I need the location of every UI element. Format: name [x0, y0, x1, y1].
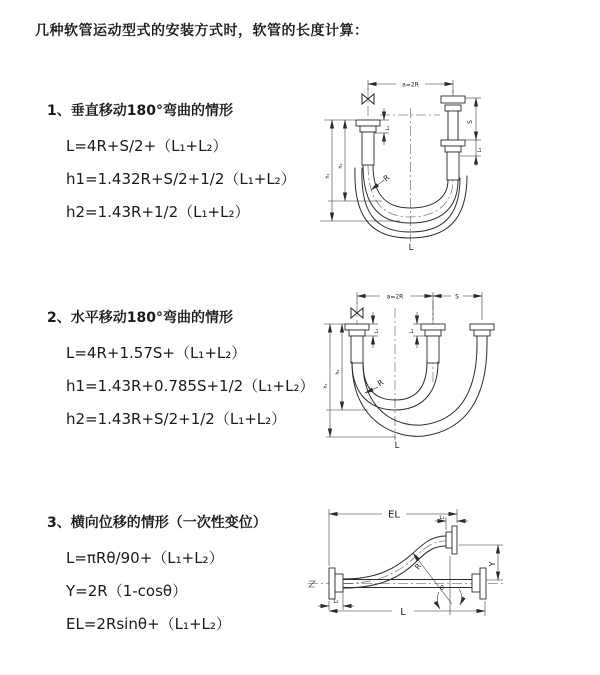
section-lateral-displacement: [47, 512, 267, 641]
formula-line: h2=1.43R+S/2+1/2（L₁+L₂）: [66, 410, 287, 428]
dim-label-l1: L₁: [374, 328, 380, 334]
dim-label-h1: h₁: [325, 173, 331, 179]
dim-label-l2: L₂: [333, 599, 339, 605]
angle-arc: [437, 592, 440, 609]
formula-list: [66, 542, 267, 641]
dim-label-l1: L₁: [385, 125, 391, 131]
dim-el: [329, 509, 457, 566]
radius-label: R: [381, 172, 392, 184]
dim-a2r: [368, 80, 453, 94]
right-fitting: [472, 568, 486, 599]
dim-h1: [320, 120, 400, 221]
dim-label-l2: L₂: [409, 328, 415, 334]
dim-label-s: S: [467, 120, 474, 124]
diagram-vertical-180-bend: [310, 70, 600, 268]
left-fitting: [345, 324, 369, 363]
radius-label: R: [412, 561, 424, 572]
section-vertical-180: [47, 100, 296, 229]
formula-line: Y=2R（1-cosθ）: [66, 582, 188, 600]
formula-line: L=πRθ/90+（L₁+L₂）: [66, 549, 224, 567]
section-heading: 1、垂直移动180°弯曲的情形: [47, 103, 233, 119]
formula-list: [66, 130, 296, 229]
dim-label-l1: L₁: [439, 515, 445, 521]
right-fitting: [441, 96, 465, 180]
formula-line: EL=2Rsinθ+（L₁+L₂）: [66, 615, 231, 633]
formula-list: [66, 337, 315, 436]
angle-label: θ: [440, 585, 444, 592]
dim-label-h2: h₂: [335, 369, 341, 375]
radius-label: R: [375, 377, 386, 389]
left-fitting: [329, 568, 343, 599]
formula-line: h1=1.432R+S/2+1/2（L₁+L₂）: [66, 170, 296, 188]
formula-line: L=4R+1.57S+（L₁+L₂）: [66, 344, 247, 362]
page-title: 几种软管运动型式的安装方式时，软管的长度计算：: [35, 23, 369, 39]
dim-label-h1: h₁: [323, 383, 329, 389]
diagram-horizontal-180-bend: [310, 282, 600, 457]
length-label: L: [408, 243, 414, 253]
dim-s: [465, 98, 481, 140]
dim-label-a-2r: a=2R: [386, 293, 404, 301]
formula-line: h2=1.43R+1/2（L₁+L₂）: [66, 203, 250, 221]
dim-label-el: EL: [388, 509, 400, 521]
dim-label-s: S: [455, 293, 459, 301]
middle-fitting: [421, 324, 445, 363]
dim-label-l: L: [400, 607, 406, 618]
left-fitting: [356, 120, 380, 165]
break-mark: [309, 581, 315, 587]
dim-l1: [374, 108, 391, 145]
radius-callout: [413, 553, 462, 615]
displaced-fitting: [446, 526, 457, 554]
section-heading: 3、横向位移的情形（一次性变位）: [47, 515, 267, 531]
dim-label-y: Y: [488, 561, 497, 567]
angle-arc: [459, 589, 462, 605]
right-fitting: [470, 324, 494, 344]
hose-curve: [343, 536, 446, 588]
dim-label-h2: h₂: [338, 163, 344, 169]
hose-loop: [352, 344, 487, 436]
length-label: L: [394, 441, 400, 451]
formula-line: h1=1.43R+0.785S+1/2（L₁+L₂）: [66, 377, 315, 395]
dim-s: [433, 292, 482, 320]
dim-l: [329, 601, 485, 618]
dim-label-a-2r: a=2R: [402, 81, 419, 89]
section-heading: 2、水平移动180°弯曲的情形: [47, 310, 233, 326]
dim-label-l2: L₂: [477, 147, 483, 153]
formula-line: L=4R+S/2+（L₁+L₂）: [66, 137, 228, 155]
dim-l2: [318, 590, 354, 610]
dim-l1: [435, 515, 468, 530]
diagram-lateral-displacement: [300, 498, 600, 646]
section-horizontal-180: [47, 307, 315, 436]
